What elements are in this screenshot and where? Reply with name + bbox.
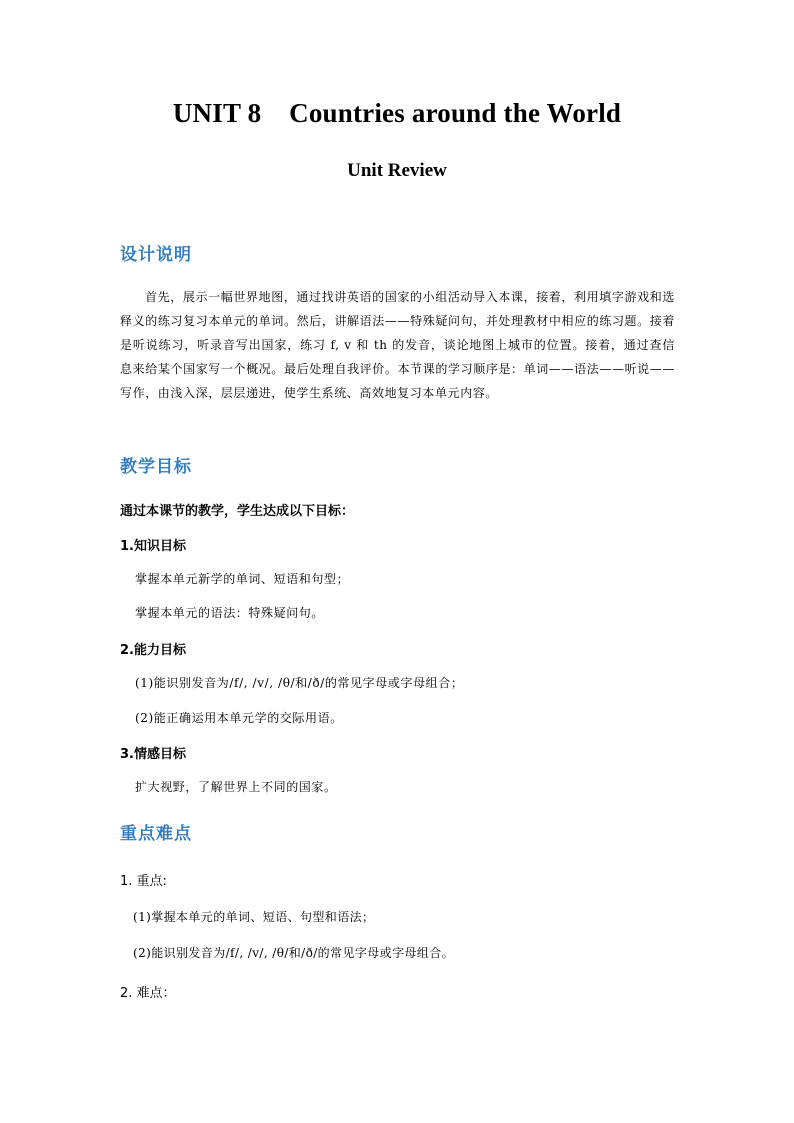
difficulty-heading: 2. 难点： bbox=[120, 986, 176, 1001]
ability-item: (1)能识别发音为/f/, /v/, /θ/和/ð/的常见字母或字母组合； bbox=[135, 676, 464, 690]
focus-item: (2)能识别发音为/f/, /v/, /θ/和/ð/的常见字母或字母组合。 bbox=[133, 946, 455, 960]
keypoints-heading: 重点难点 bbox=[120, 824, 192, 844]
knowledge-item: 掌握本单元的语法：特殊疑问句。 bbox=[135, 606, 325, 620]
design-paragraph: 首先，展示一幅世界地图，通过找讲英语的国家的小组活动导入本课，接着，利用填字游戏和选释义的练习复习本单元的单词。然后，讲解语法——特殊疑问句，并处理教材中相应的练习题。接着是听说练习，听录音写出国家，练习 f, v 和 th 的发音，谈论地图上城市的位置。接着，通过查信息来给某个国家写一个概况。最后处理自我评价。本节课的学习顺序是：单词——语法——听说——写作，由浅入深，层层递进，使学生系统、高效地复习本单元内容。 bbox=[120, 290, 675, 400]
knowledge-item: 掌握本单元新学的单词、短语和句型； bbox=[135, 572, 350, 586]
emotion-heading: 3.情感目标 bbox=[120, 747, 186, 762]
document-title: UNIT 8 Countries around the World bbox=[172, 98, 622, 128]
design-heading: 设计说明 bbox=[120, 245, 192, 265]
objectives-intro: 通过本课节的教学，学生达成以下目标： bbox=[120, 504, 355, 519]
document-subtitle: Unit Review bbox=[347, 160, 447, 181]
knowledge-heading: 1.知识目标 bbox=[120, 539, 186, 554]
ability-item: (2)能正确运用本单元学的交际用语。 bbox=[135, 711, 343, 725]
objectives-heading: 教学目标 bbox=[120, 457, 192, 477]
emotion-item: 扩大视野，了解世界上不同的国家。 bbox=[135, 780, 337, 794]
focus-item: (1)掌握本单元的单词、短语、句型和语法； bbox=[133, 910, 375, 924]
ability-heading: 2.能力目标 bbox=[120, 643, 186, 658]
focus-heading: 1. 重点: bbox=[120, 874, 167, 889]
